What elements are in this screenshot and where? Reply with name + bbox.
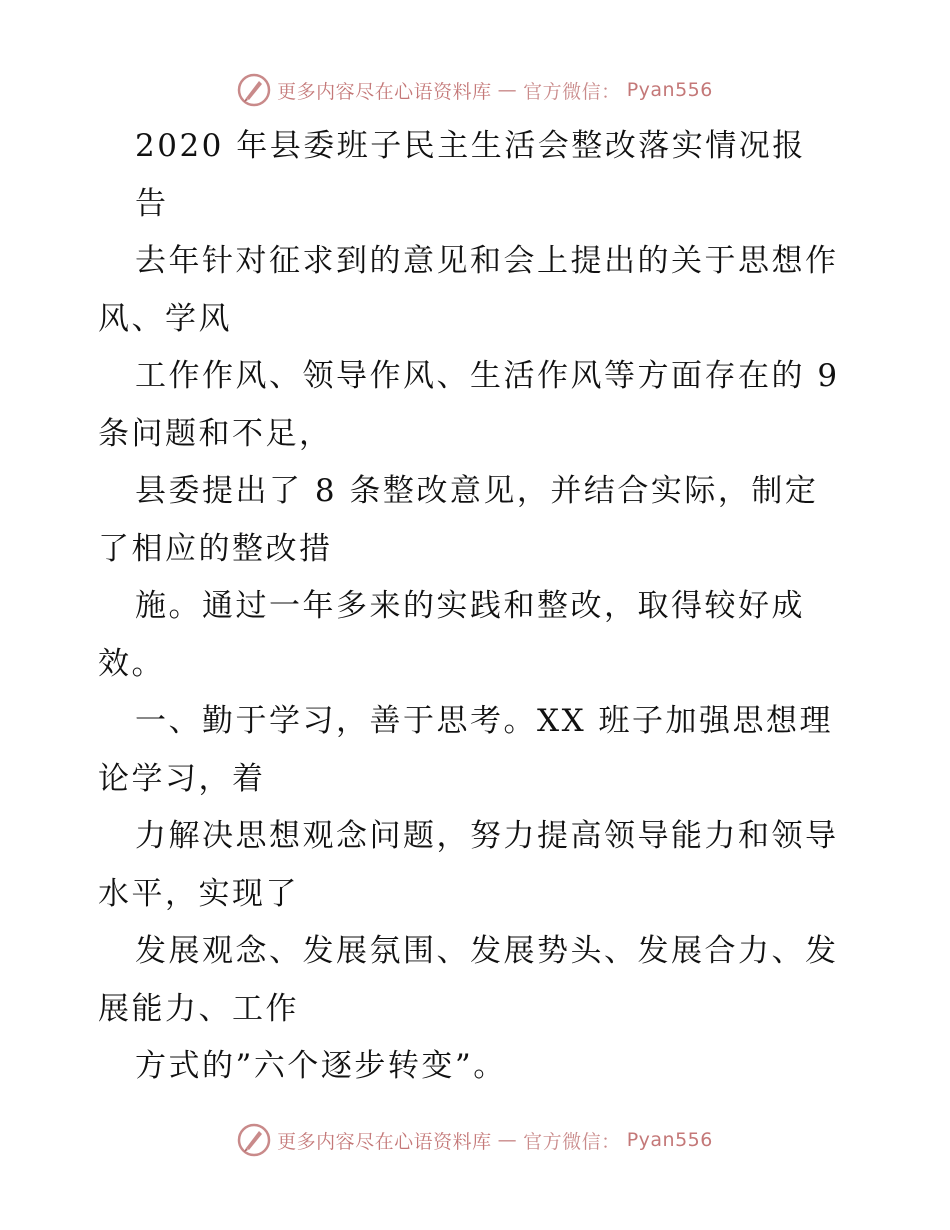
watermark-brand: 更多内容尽在心语资料库 — [277, 1130, 492, 1153]
paragraph-line: 效。 — [98, 645, 165, 682]
paragraph-line: 方式的”六个逐步转变”。 — [135, 1048, 507, 1084]
quill-pen-logo-icon — [237, 1123, 271, 1157]
watermark-separator: — — [497, 1129, 518, 1151]
paragraph-line: 水平，实现了 — [98, 875, 299, 912]
document-body — [98, 118, 858, 1096]
paragraph-line: 了相应的整改措 — [98, 530, 333, 567]
paragraph-line: 力解决思想观念问题，努力提高领导能力和领导 — [135, 818, 839, 854]
paragraph-line: 一、勤于学习，善于思考。XX 班子加强思想理 — [135, 703, 833, 739]
paragraph-line: 施。通过一年多来的实践和整改，取得较好成 — [135, 588, 805, 624]
footer-watermark — [0, 1120, 950, 1160]
paragraph-line: 条问题和不足， — [98, 415, 333, 452]
watermark-separator: — — [497, 79, 518, 101]
paragraph-line: 展能力、工作 — [98, 990, 299, 1027]
paragraph-line: 县委提出了 8 条整改意见，并结合实际，制定 — [135, 473, 819, 509]
watermark-brand: 更多内容尽在心语资料库 — [277, 80, 492, 103]
paragraph-line: 风、学风 — [98, 300, 232, 337]
paragraph-line: 发展观念、发展氛围、发展势头、发展合力、发 — [135, 933, 839, 969]
paragraph-line: 工作作风、领导作风、生活作风等方面存在的 9 — [135, 358, 840, 394]
header-watermark — [0, 70, 950, 110]
watermark-label: 官方微信： — [523, 1130, 621, 1153]
paragraph-line: 去年针对征求到的意见和会上提出的关于思想作 — [135, 243, 839, 279]
document-title-line: 2020 年县委班子民主生活会整改落实情况报 — [135, 128, 806, 164]
document-title-line: 告 — [135, 185, 169, 222]
watermark-wechat-id: Pyan556 — [626, 79, 713, 101]
watermark-wechat-id: Pyan556 — [626, 1129, 713, 1151]
paragraph-line: 论学习，着 — [98, 760, 266, 797]
watermark-label: 官方微信： — [523, 80, 621, 103]
quill-pen-logo-icon — [237, 73, 271, 107]
